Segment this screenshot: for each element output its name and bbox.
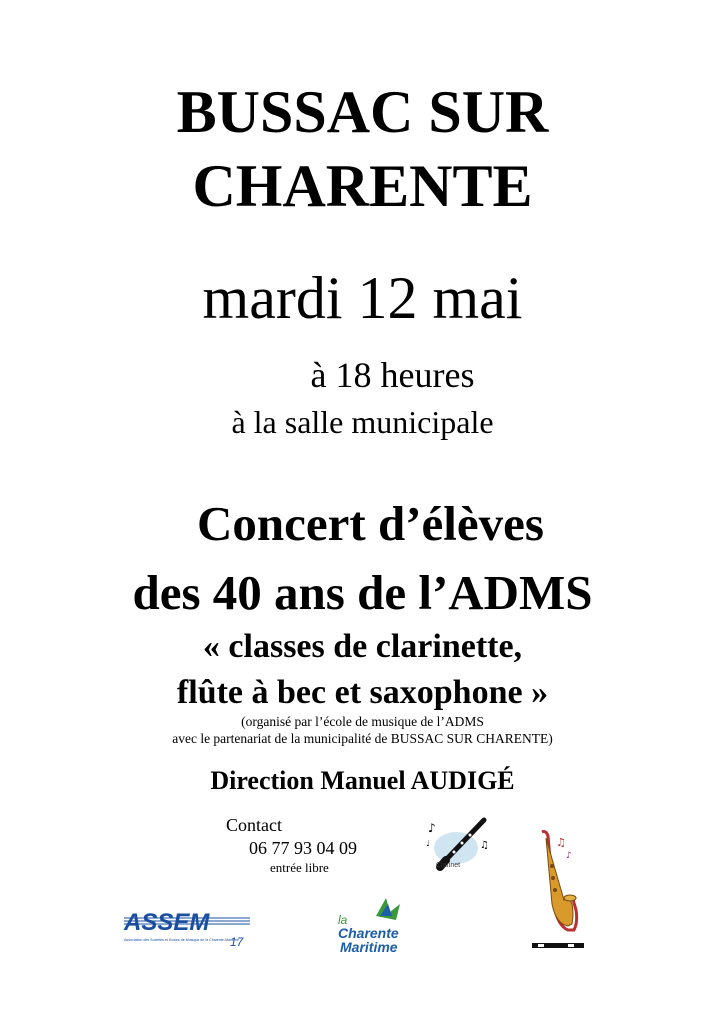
svg-text:♪: ♪ — [428, 821, 436, 835]
organizer-line1: (organisé par l’école de musique de l’ADMS — [241, 714, 484, 729]
classes-line2: flûte à bec et saxophone » — [176, 674, 549, 711]
direction-credit: Direction Manuel AUDIGÉ — [210, 766, 515, 795]
assem-logo-number: 17 — [230, 935, 244, 949]
charente-maritime-logo — [336, 896, 418, 958]
saxophone-image — [528, 826, 588, 950]
saxophone-icon — [528, 826, 588, 950]
svg-text:♪: ♪ — [566, 851, 572, 861]
entry-info: entrée libre — [270, 860, 329, 875]
concert-title-line1: Concert d’élèves — [197, 496, 544, 551]
event-place: à la salle municipale — [231, 404, 494, 440]
svg-text:♫: ♫ — [480, 840, 489, 851]
cm-logo-line2: Charente — [338, 925, 399, 941]
svg-text:♫: ♫ — [556, 836, 566, 849]
assem-logo-subtitle: Association des Sociétés et Ecoles de Musique de la Charente-Maritime — [124, 938, 239, 942]
cm-logo-line1: la — [338, 913, 348, 927]
assem-logo — [120, 904, 258, 954]
event-date: mardi 12 mai — [202, 265, 523, 331]
assem-logo-text: ASSEM — [124, 909, 210, 936]
cm-logo-line3: Maritime — [340, 939, 398, 955]
town-title-line1: BUSSAC SUR — [176, 79, 549, 145]
svg-text:♩: ♩ — [426, 839, 430, 848]
event-time: à 18 heures — [310, 355, 475, 395]
contact-phone: 06 77 93 04 09 — [249, 838, 357, 858]
contact-label: Contact — [226, 815, 282, 835]
town-title-line2: CHARENTE — [192, 153, 533, 219]
clarinet-image — [422, 812, 496, 874]
classes-line1: « classes de clarinette, — [202, 628, 523, 665]
clarinet-caption: Clarinet — [436, 862, 461, 869]
concert-title-line2: des 40 ans de l’ADMS — [132, 565, 593, 620]
organizer-line2: avec le partenariat de la municipalité de BUSSAC SUR CHARENTE) — [172, 731, 553, 746]
